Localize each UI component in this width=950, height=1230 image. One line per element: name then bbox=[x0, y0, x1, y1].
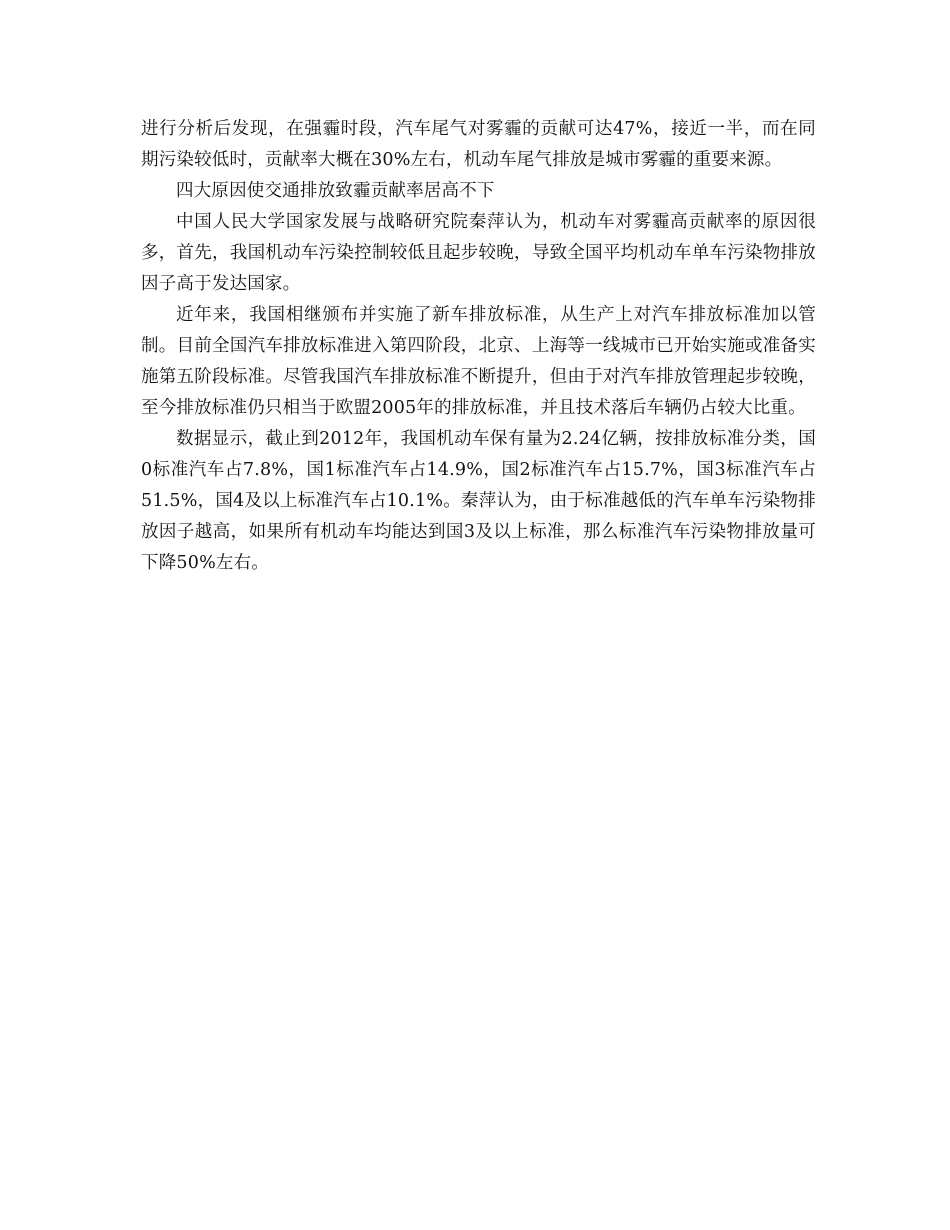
article-body bbox=[141, 114, 816, 579]
paragraph-emission-standards: 近年来，我国相继颁布并实施了新车排放标准，从生产上对汽车排放标准加以管制。目前全国汽车排放标准进入第四阶段，北京、上海等一线城市已开始实施或准备实施第五阶段标准。尽管我国汽车排放标准不断提升，但由于对汽车排放管理起步较晚，至今排放标准仍只相当于欧盟2005年的排放标准，并且技术落后车辆仍占较大比重。 bbox=[141, 305, 816, 418]
paragraph-analysis-findings: 进行分析后发现，在强霾时段，汽车尾气对雾霾的贡献可达47%，接近一半，而在同期污染较低时，贡献率大概在30%左右，机动车尾气排放是城市雾霾的重要来源。 bbox=[141, 119, 816, 170]
paragraph-vehicle-statistics: 数据显示，截止到2012年，我国机动车保有量为2.24亿辆，按排放标准分类，国0标准汽车占7.8%，国1标准汽车占14.9%，国2标准汽车占15.7%，国3标准汽车占51.5%，国4及以上标准汽车占10.1%。秦萍认为，由于标准越低的汽车单车污染物排放因子越高，如果所有机动车均能达到国3及以上标准，那么标准汽车污染物排放量可下降50%左右。 bbox=[141, 429, 816, 573]
paragraph-qin-ping-view: 中国人民大学国家发展与战略研究院秦萍认为，机动车对雾霾高贡献率的原因很多，首先，我国机动车污染控制较低且起步较晚，导致全国平均机动车单车污染物排放因子高于发达国家。 bbox=[141, 212, 816, 294]
section-heading: 四大原因使交通排放致霾贡献率居高不下 bbox=[176, 181, 495, 201]
